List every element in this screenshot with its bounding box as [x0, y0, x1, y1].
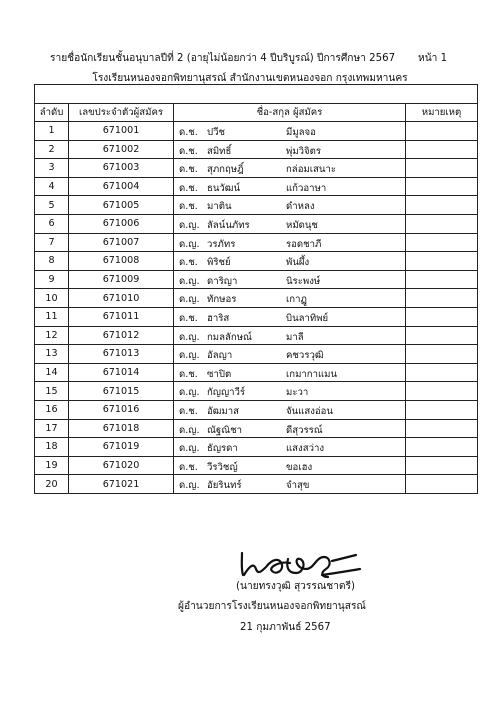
name-prefix: ด.ญ.: [179, 219, 200, 231]
table-row: [35, 252, 478, 271]
remark-cell: [406, 177, 478, 196]
last-name: มีมูลจอ: [286, 127, 316, 138]
last-name: เกมากาแมน: [286, 368, 338, 380]
first-name: อัฒมาส: [207, 405, 239, 417]
applicant-name: [174, 438, 406, 457]
name-prefix: ด.ญ.: [179, 387, 200, 399]
name-prefix: ด.ช.: [179, 312, 198, 324]
remark-cell: [406, 456, 478, 475]
applicant-id: 671011: [69, 307, 174, 326]
row-number: 3: [35, 159, 69, 178]
signatory-name: (นายทรงวุฒิ สุวรรณชาตรี): [236, 581, 355, 592]
row-number: 7: [35, 233, 69, 252]
table-row: [35, 196, 478, 215]
name-prefix: ด.ช.: [179, 164, 198, 176]
document-title: รายชื่อนักเรียนชั้นอนุบาลปีที่ 2 (อายุไม่น้อยกว่า 4 ปีบริบูรณ์) ปีการศึกษา 2567: [50, 53, 396, 64]
applicant-name: [174, 140, 406, 159]
applicant-name: [174, 252, 406, 271]
remark-cell: [406, 122, 478, 141]
first-name: ฮาริส: [207, 312, 230, 324]
sign-date: 21 กุมภาพันธ์ 2567: [240, 622, 331, 633]
applicant-id: 671018: [69, 419, 174, 438]
row-number: 11: [35, 307, 69, 326]
applicant-name: [174, 382, 406, 401]
first-name: ธนวัฒน์: [207, 182, 241, 194]
last-name: ดีสุวรรณ์: [286, 424, 323, 436]
remark-cell: [406, 214, 478, 233]
remark-cell: [406, 400, 478, 419]
last-name: รอดชาภี: [286, 238, 322, 250]
applicant-name: [174, 419, 406, 438]
remark-cell: [406, 345, 478, 364]
first-name: ณัฐณิชา: [207, 424, 242, 436]
table-row: [35, 345, 478, 364]
first-name: ปวีช: [207, 127, 225, 138]
column-header-no: ลำดับ: [35, 104, 69, 122]
row-number: 1: [35, 122, 69, 141]
column-header-id: เลขประจำตัวผู้สมัคร: [69, 104, 174, 122]
table-row: [35, 122, 478, 141]
last-name: พุ่มวิจิตร: [286, 145, 322, 157]
applicant-name: [174, 214, 406, 233]
first-name: กมลลักษณ์: [207, 331, 252, 343]
remark-cell: [406, 159, 478, 178]
blank-cell: [35, 85, 478, 104]
column-header-name: ชื่อ-สกุล ผู้สมัคร: [174, 104, 406, 122]
row-number: 2: [35, 140, 69, 159]
last-name: พันผึ้ง: [286, 257, 310, 269]
applicant-id: 671003: [69, 159, 174, 178]
applicant-name: [174, 345, 406, 364]
last-name: กล่อมเสนาะ: [286, 164, 337, 176]
last-name: ขอเฮง: [286, 461, 313, 473]
applicant-name: [174, 326, 406, 345]
table-row: [35, 177, 478, 196]
applicant-id: 671014: [69, 363, 174, 382]
applicant-name: [174, 289, 406, 308]
table-row: [35, 363, 478, 382]
applicant-name: [174, 122, 406, 141]
first-name: ลัลน์นภัทร: [207, 219, 250, 231]
applicant-name: [174, 233, 406, 252]
remark-cell: [406, 363, 478, 382]
row-number: 4: [35, 177, 69, 196]
name-prefix: ด.ช.: [179, 461, 198, 473]
name-prefix: ด.ญ.: [179, 424, 200, 436]
last-name: มาลี: [286, 331, 304, 343]
last-name: หมัดนุช: [286, 219, 318, 231]
name-prefix: ด.ช.: [179, 127, 198, 138]
applicant-name: [174, 307, 406, 326]
row-number: 12: [35, 326, 69, 345]
name-prefix: ด.ญ.: [179, 238, 200, 250]
first-name: มาติน: [207, 201, 232, 213]
remark-cell: [406, 419, 478, 438]
last-name: จำสุข: [286, 480, 310, 492]
last-name: นิระพงษ์: [286, 275, 321, 287]
applicant-id: 671019: [69, 438, 174, 457]
applicant-id: 671020: [69, 456, 174, 475]
applicant-id: 671015: [69, 382, 174, 401]
last-name: แก้วอาษา: [286, 182, 327, 194]
applicant-id: 671009: [69, 270, 174, 289]
applicant-name: [174, 270, 406, 289]
row-number: 20: [35, 475, 69, 494]
table-row: [35, 456, 478, 475]
remark-cell: [406, 307, 478, 326]
first-name: ธัญรดา: [207, 443, 238, 455]
table-row: [35, 159, 478, 178]
remark-cell: [406, 140, 478, 159]
first-name: สุภกฤษฎิ์: [207, 164, 244, 176]
applicant-id: 671005: [69, 196, 174, 215]
first-name: วีรวิชญ์: [207, 461, 238, 473]
table-row: [35, 270, 478, 289]
first-name: วรภัทร: [207, 238, 236, 250]
name-prefix: ด.ช.: [179, 182, 198, 194]
table-row: [35, 400, 478, 419]
table-row: [35, 140, 478, 159]
row-number: 9: [35, 270, 69, 289]
remark-cell: [406, 475, 478, 494]
applicant-name: [174, 363, 406, 382]
applicant-name: [174, 456, 406, 475]
applicant-name: [174, 159, 406, 178]
table-row: [35, 233, 478, 252]
name-prefix: ด.ญ.: [179, 331, 200, 343]
applicant-id: 671013: [69, 345, 174, 364]
school-name: โรงเรียนหนองจอกพิทยานุสรณ์ สำนักงานเขตหนองจอก กรุงเทพมหานคร: [92, 73, 408, 84]
applicant-id: 671016: [69, 400, 174, 419]
name-prefix: ด.ช.: [179, 405, 198, 417]
first-name: สมิทธิ์: [207, 145, 232, 157]
applicant-id: 671010: [69, 289, 174, 308]
row-number: 14: [35, 363, 69, 382]
first-name: อัยรินทร์: [207, 480, 242, 492]
name-prefix: ด.ช.: [179, 201, 198, 213]
applicant-name: [174, 400, 406, 419]
applicant-id: 671008: [69, 252, 174, 271]
applicant-id: 671001: [69, 122, 174, 141]
applicant-id: 671006: [69, 214, 174, 233]
applicant-id: 671021: [69, 475, 174, 494]
table-row: [35, 419, 478, 438]
name-prefix: ด.ช.: [179, 368, 198, 380]
signature-image: [236, 547, 376, 581]
name-prefix: ด.ช.: [179, 257, 198, 269]
first-name: ซาปิต: [207, 368, 232, 380]
table-row: [35, 326, 478, 345]
last-name: บินลาทิพย์: [286, 312, 329, 324]
name-prefix: ด.ญ.: [179, 275, 200, 287]
row-number: 6: [35, 214, 69, 233]
remark-cell: [406, 289, 478, 308]
applicant-name: [174, 196, 406, 215]
row-number: 10: [35, 289, 69, 308]
applicant-id: 671007: [69, 233, 174, 252]
signatory-position: ผู้อำนวยการโรงเรียนหนองจอกพิทยานุสรณ์: [178, 601, 366, 612]
applicant-id: 671012: [69, 326, 174, 345]
page-number: หน้า 1: [418, 53, 448, 64]
table-row: [35, 289, 478, 308]
remark-cell: [406, 196, 478, 215]
applicant-id: 671002: [69, 140, 174, 159]
name-prefix: ด.ช.: [179, 145, 198, 157]
remark-cell: [406, 438, 478, 457]
last-name: จันแสงอ่อน: [286, 405, 333, 417]
row-number: 17: [35, 419, 69, 438]
last-name: คชวรวุฒิ: [286, 350, 324, 362]
name-prefix: ด.ญ.: [179, 480, 200, 492]
row-number: 5: [35, 196, 69, 215]
blank-row: [35, 85, 478, 104]
applicant-name: [174, 177, 406, 196]
table-row: [35, 382, 478, 401]
first-name: ดาริญา: [207, 275, 238, 287]
row-number: 8: [35, 252, 69, 271]
table-row: [35, 214, 478, 233]
applicant-id: 671004: [69, 177, 174, 196]
first-name: พิริชย์: [207, 257, 231, 269]
name-prefix: ด.ญ.: [179, 294, 200, 306]
table-row: [35, 475, 478, 494]
name-prefix: ด.ญ.: [179, 350, 200, 362]
last-name: มะวา: [286, 387, 309, 399]
table-row: [35, 438, 478, 457]
first-name: กัญญาวีร์: [207, 387, 246, 399]
first-name: ทักษอร: [207, 294, 237, 306]
last-name: เกาฏู: [286, 294, 307, 306]
table-row: [35, 307, 478, 326]
row-number: 16: [35, 400, 69, 419]
first-name: อัลญา: [207, 350, 233, 362]
last-name: ดำหลง: [286, 201, 315, 213]
remark-cell: [406, 252, 478, 271]
column-header-note: หมายเหตุ: [406, 104, 478, 122]
remark-cell: [406, 382, 478, 401]
name-prefix: ด.ญ.: [179, 443, 200, 455]
row-number: 18: [35, 438, 69, 457]
row-number: 19: [35, 456, 69, 475]
last-name: แสงสว่าง: [286, 443, 325, 455]
header-row: [35, 104, 478, 122]
remark-cell: [406, 233, 478, 252]
remark-cell: [406, 270, 478, 289]
remark-cell: [406, 326, 478, 345]
applicant-name: [174, 475, 406, 494]
applicant-table: [34, 84, 478, 494]
row-number: 13: [35, 345, 69, 364]
row-number: 15: [35, 382, 69, 401]
